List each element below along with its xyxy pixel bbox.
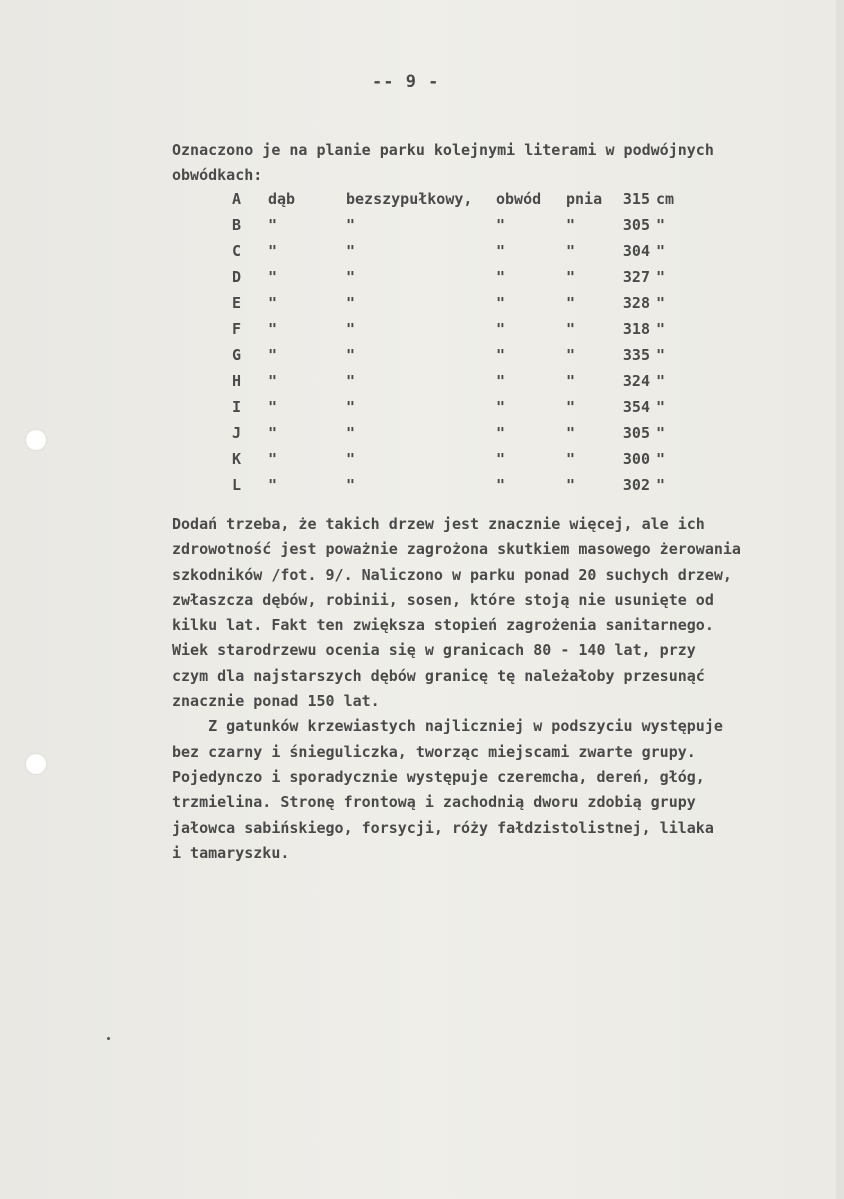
tree-trunk-label: " (566, 242, 576, 260)
tree-trunk-label: " (566, 268, 576, 286)
tree-girth-value: 305 (622, 424, 650, 442)
tree-description: " (346, 320, 356, 338)
tree-description: bezszypułkowy, (346, 190, 473, 208)
tree-letter: A (232, 190, 242, 208)
tree-girth-value: 354 (622, 398, 650, 416)
tree-girth-label: " (496, 294, 506, 312)
tree-girth-label: " (496, 346, 506, 364)
tree-girth-value: 335 (622, 346, 650, 364)
text-line: Pojedynczo i sporadycznie występuje czeremcha, dereń, głóg, (172, 767, 705, 786)
tree-description: " (346, 424, 356, 442)
tree-unit: " (656, 268, 666, 286)
text-line: zwłaszcza dębów, robinii, sosen, które stoją nie usunięte od (172, 590, 714, 609)
tree-unit: " (656, 242, 666, 260)
tree-unit: cm (656, 190, 675, 208)
tree-species: " (268, 242, 278, 260)
text-line: Wiek starodrzewu ocenia się w granicach 80 - 140 lat, przy (172, 641, 696, 660)
tree-girth-value: 304 (622, 242, 650, 260)
tree-girth-label: " (496, 398, 506, 416)
tree-unit: " (656, 216, 666, 234)
tree-girth-value: 302 (622, 476, 650, 494)
tree-letter: G (232, 346, 242, 364)
tree-trunk-label: " (566, 320, 576, 338)
tree-girth-value: 315 (622, 190, 650, 208)
text-line: czym dla najstarszych dębów granicę tę należałoby przesunąć (172, 666, 705, 685)
text-line: Dodań trzeba, że takich drzew jest znacznie więcej, ale ich (172, 515, 705, 533)
tree-trunk-label: " (566, 450, 576, 468)
table-row (232, 216, 696, 242)
tree-letter: B (232, 216, 242, 234)
text-line: jałowca sabińskiego, forsycji, róży fałdzistolistnej, lilaka (172, 818, 714, 837)
tree-girth-value: 327 (622, 268, 650, 286)
tree-trunk-label: " (566, 476, 576, 494)
tree-description: " (346, 268, 356, 286)
tree-girth-label: " (496, 216, 506, 234)
text-line: Z gatunków krzewiastych najliczniej w podszyciu występuje (172, 717, 723, 736)
tree-description: " (346, 346, 356, 364)
tree-trunk-label: " (566, 398, 576, 416)
text-line: szkodników /fot. 9/. Naliczono w parku ponad 20 suchych drzew, (172, 565, 732, 584)
punch-hole-bottom (26, 754, 46, 774)
tree-trunk-label: " (566, 424, 576, 442)
tree-girth-label: " (496, 268, 506, 286)
tree-description: " (346, 372, 356, 390)
tree-girth-label: obwód (496, 190, 542, 208)
tree-letter: E (232, 294, 242, 312)
table-row (232, 268, 696, 294)
tree-unit: " (656, 294, 666, 312)
table-row (232, 320, 696, 346)
tree-species: " (268, 424, 278, 442)
tree-girth-value: 300 (622, 450, 650, 468)
tree-description: " (346, 216, 356, 234)
tree-species: " (268, 450, 278, 468)
tree-girth-label: " (496, 320, 506, 338)
tree-species: " (268, 372, 278, 390)
table-row (232, 476, 696, 502)
tree-girth-label: " (496, 372, 506, 390)
tree-girth-value: 305 (622, 216, 650, 234)
table-row (232, 372, 696, 398)
table-row (232, 190, 696, 216)
text-line: znacznie ponad 150 lat. (172, 692, 380, 711)
tree-letter: C (232, 242, 242, 260)
tree-trunk-label: " (566, 294, 576, 312)
table-row (232, 398, 696, 424)
tree-unit: " (656, 372, 666, 390)
tree-species: " (268, 398, 278, 416)
tree-unit: " (656, 320, 666, 338)
tree-trunk-label: pnia (566, 190, 603, 208)
tree-species: " (268, 320, 278, 338)
page-number: -- 9 - (372, 72, 440, 92)
table-row (232, 242, 696, 268)
tree-letter: D (232, 268, 242, 286)
tree-unit: " (656, 398, 666, 416)
tree-description: " (346, 242, 356, 260)
text-line: i tamaryszku. (172, 843, 290, 862)
tree-species: dąb (268, 190, 296, 208)
tree-species: " (268, 476, 278, 494)
tree-letter: H (232, 372, 242, 390)
tree-list-table (232, 190, 696, 502)
tree-girth-label: " (496, 450, 506, 468)
tree-girth-value: 328 (622, 294, 650, 312)
tree-description: " (346, 450, 356, 468)
tree-letter: J (232, 424, 242, 442)
tree-letter: L (232, 476, 242, 494)
text-line: zdrowotność jest poważnie zagrożona skutkiem masowego żerowania (172, 540, 741, 559)
intro-line: Oznaczono je na planie parku kolejnymi literami w podwójnych (172, 141, 714, 159)
tree-trunk-label: " (566, 372, 576, 390)
tree-letter: F (232, 320, 242, 338)
tree-unit: " (656, 450, 666, 468)
tree-species: " (268, 346, 278, 364)
tree-letter: I (232, 398, 242, 416)
tree-description: " (346, 476, 356, 494)
tree-girth-value: 318 (622, 320, 650, 338)
tree-unit: " (656, 346, 666, 364)
tree-unit: " (656, 424, 666, 442)
table-row (232, 294, 696, 320)
tree-species: " (268, 268, 278, 286)
tree-unit: " (656, 476, 666, 494)
table-row (232, 450, 696, 476)
tree-trunk-label: " (566, 346, 576, 364)
intro-line: obwódkach: (172, 166, 263, 184)
ink-speck (107, 1037, 110, 1040)
tree-girth-label: " (496, 242, 506, 260)
text-line: bez czarny i śnieguliczka, tworząc miejscami zwarte grupy. (172, 742, 696, 761)
tree-girth-label: " (496, 476, 506, 494)
tree-species: " (268, 216, 278, 234)
text-line: trzmielina. Stronę frontową i zachodnią dworu zdobią grupy (172, 793, 696, 812)
tree-girth-label: " (496, 424, 506, 442)
tree-trunk-label: " (566, 216, 576, 234)
tree-girth-value: 324 (622, 372, 650, 390)
tree-description: " (346, 398, 356, 416)
tree-species: " (268, 294, 278, 312)
intro-text (172, 138, 822, 188)
table-row (232, 424, 696, 450)
tree-letter: K (232, 450, 242, 468)
table-row (232, 346, 696, 372)
punch-hole-top (26, 430, 46, 450)
text-line: kilku lat. Fakt ten zwiększa stopień zagrożenia sanitarnego. (172, 616, 714, 635)
tree-description: " (346, 294, 356, 312)
body-text (172, 512, 844, 866)
